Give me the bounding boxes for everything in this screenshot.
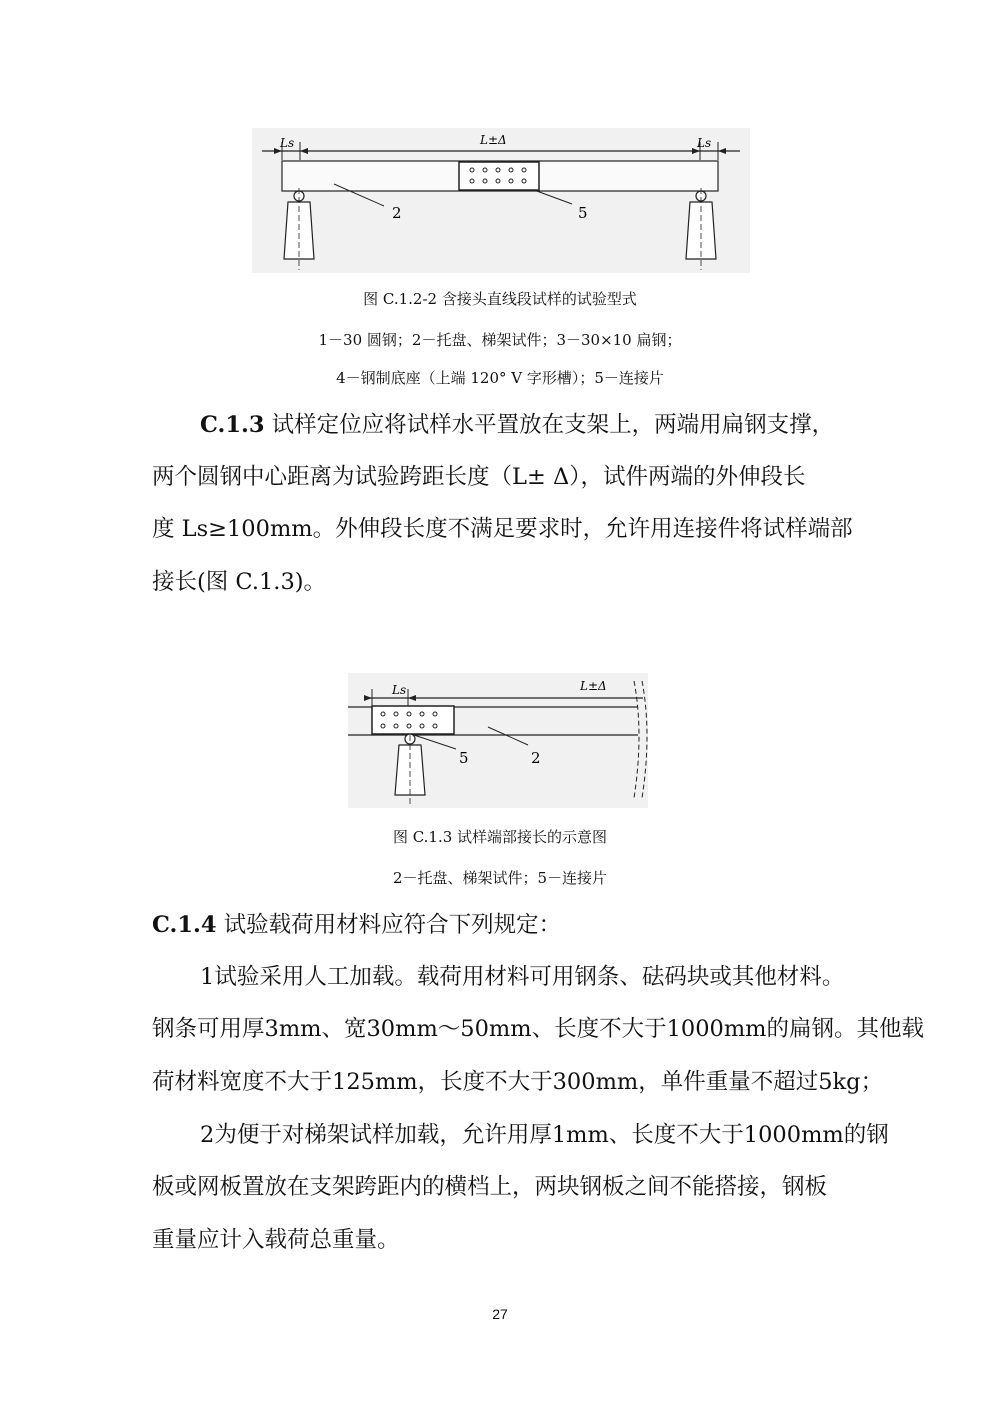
figure-c122-legend-2: 4－钢制底座（上端 120° V 字形槽）；5－连接片 bbox=[336, 369, 664, 387]
section-c13-number: C.1.3 bbox=[200, 412, 265, 438]
dim-ls-left: Ls bbox=[280, 136, 295, 150]
section-c14-p2-line2: 板或网板置放在支架跨距内的横档上，两块钢板之间不能搭接，钢板 bbox=[152, 1174, 828, 1200]
section-c14-p2-line1: 2为便于对梯架试样加载，允许用厚1mm、长度不大于1000mm的钢 bbox=[200, 1122, 889, 1148]
figure-c13 bbox=[348, 673, 648, 808]
support bbox=[395, 745, 425, 795]
figure-c122-legend-1: 1－30 圆钢；2－托盘、梯架试件；3－30×10 扁钢； bbox=[318, 331, 682, 349]
label-2: 2 bbox=[392, 204, 402, 222]
dim-ls-right: Ls bbox=[697, 136, 712, 150]
section-c13-text-1: 试样定位应将试样水平置放在支架上，两端用扁钢支撑， bbox=[271, 412, 835, 438]
dim-ls: Ls bbox=[392, 683, 407, 697]
section-c14-p2-line3: 重量应计入载荷总重量。 bbox=[152, 1227, 400, 1253]
connector-plate bbox=[372, 706, 454, 734]
section-c14-heading: 试验载荷用材料应符合下列规定： bbox=[223, 912, 562, 938]
section-c13-line2: 两个圆钢中心距离为试验跨距长度（L± Δ），试件两端的外伸段长 bbox=[152, 464, 806, 490]
dim-span: L±Δ bbox=[480, 133, 507, 147]
section-c14-number: C.1.4 bbox=[152, 912, 217, 938]
section-c13-line4: 接长(图 C.1.3)。 bbox=[152, 569, 327, 595]
figure-c13-caption: 图 C.1.3 试样端部接长的示意图 bbox=[392, 828, 608, 846]
section-c14-heading-line bbox=[152, 910, 852, 940]
label-5: 5 bbox=[578, 204, 588, 222]
figure-c13-legend: 2－托盘、梯架试件；5－连接片 bbox=[392, 869, 608, 887]
section-c13-line1 bbox=[200, 410, 900, 440]
connector-plate bbox=[459, 162, 539, 190]
section-c13-line3: 度 Ls≥100mm。外伸段长度不满足要求时，允许用连接件将试样端部 bbox=[152, 516, 853, 542]
figure-c122-drawing bbox=[252, 128, 750, 273]
section-c14-p1-line3: 荷材料宽度不大于125mm，长度不大于300mm，单件重量不超过5kg； bbox=[152, 1069, 884, 1095]
section-c14-p1-line2: 钢条可用厚3mm、宽30mm～50mm、长度不大于1000mm的扁钢。其他载 bbox=[152, 1016, 925, 1042]
dim-span: L±Δ bbox=[580, 679, 607, 693]
label-2: 2 bbox=[531, 749, 541, 767]
page-number: 27 bbox=[492, 1306, 508, 1322]
figure-c13-drawing bbox=[348, 673, 648, 808]
section-c14-p1-line1: 1试验采用人工加载。载荷用材料可用钢条、砝码块或其他材料。 bbox=[200, 964, 845, 990]
label-5: 5 bbox=[459, 749, 469, 767]
figure-c122 bbox=[252, 128, 750, 273]
figure-c122-caption: 图 C.1.2-2 含接头直线段试样的试验型式 bbox=[363, 290, 637, 308]
